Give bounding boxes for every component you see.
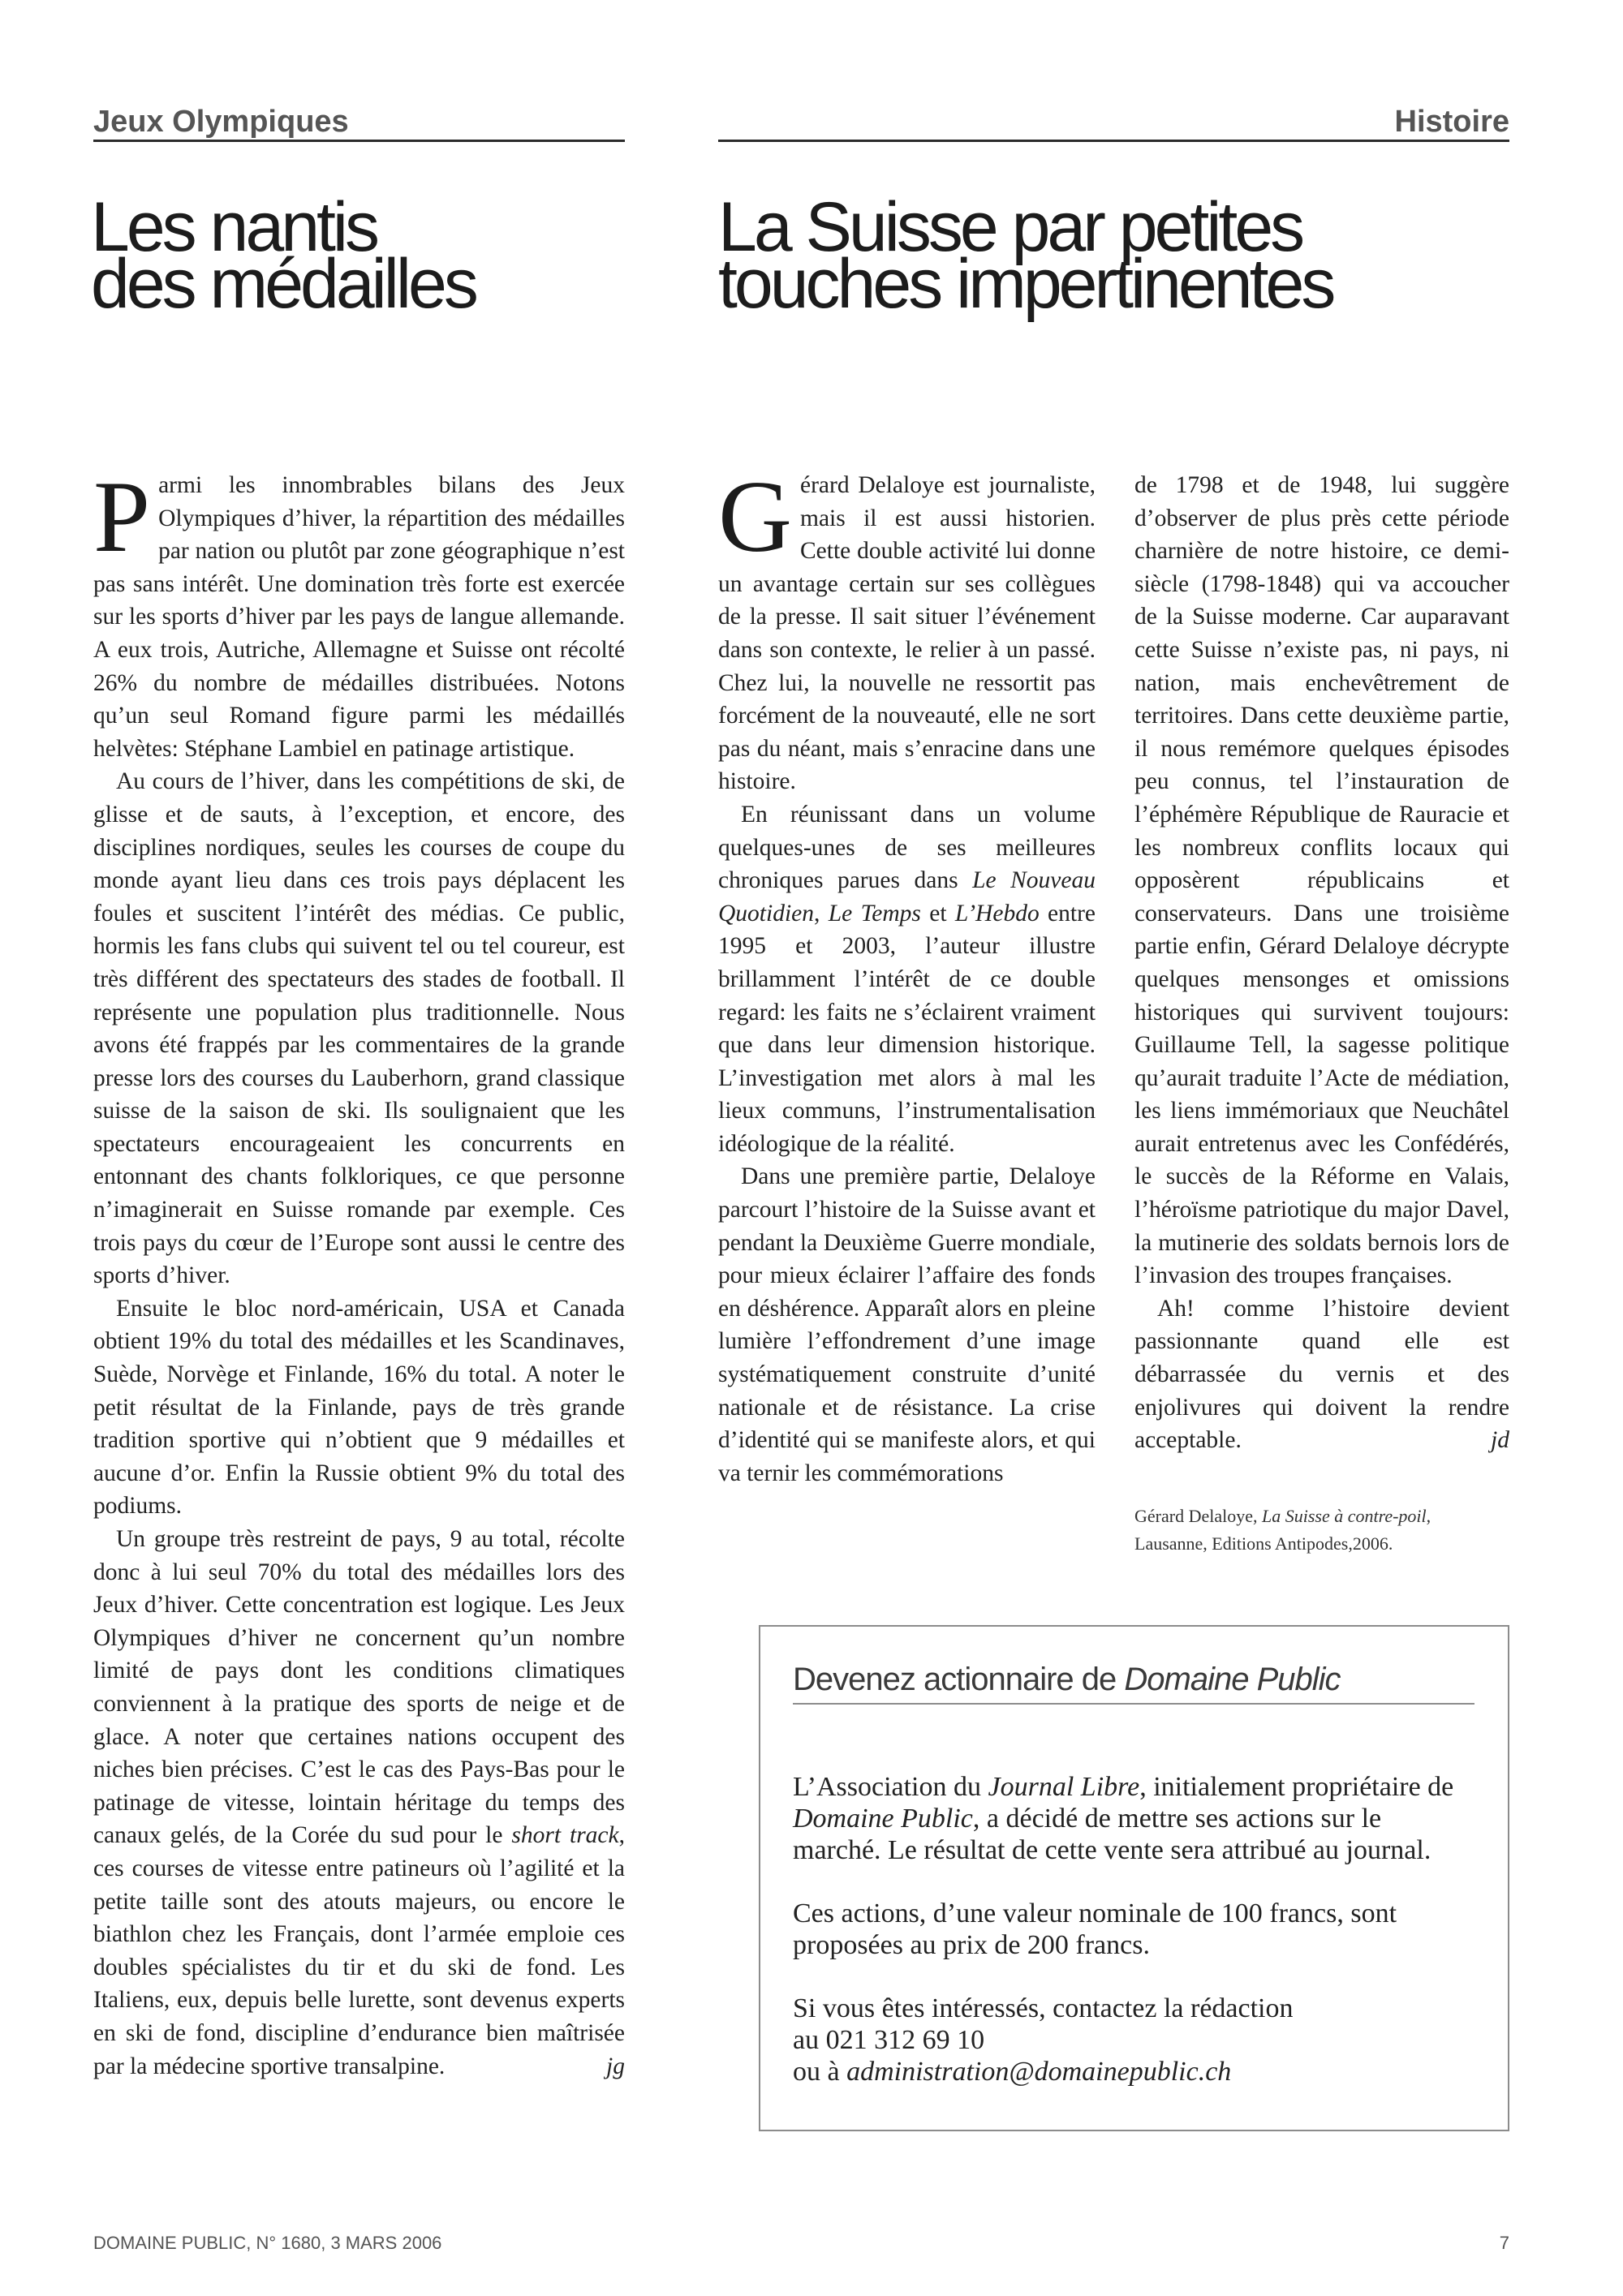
paragraph-text: ,	[814, 900, 829, 927]
promo-contact-line: Si vous êtes intéressés, contactez la rédaction	[793, 1993, 1294, 2023]
paragraph-text: et	[920, 900, 955, 927]
promo-text: , initialement propriétaire de	[1139, 1772, 1454, 1802]
paragraph-text: armi les innombrables bilans des Jeux Olympiques d’hiver, la répartition des médailles par nation ou plutôt par zone géographique n’est pas sans intérêt. Une domination très forte est exercée sur les sports d’hiver par les pays de langue allemande. A eux trois, Autriche, Allemagne et Suisse ont récolté 26% du nombre de médailles distribuées. Notons qu’un seul Romand figure parmi les médaillés helvètes: Stéphane Lambiel en patinage artistique.	[93, 472, 625, 762]
promo-emphasis: Journal Libre	[988, 1772, 1140, 1802]
headline-line-2: des médailles	[91, 245, 476, 323]
book-title: La Suisse à contre-poil	[1261, 1506, 1427, 1526]
drop-cap: G	[718, 461, 792, 574]
promo-text: L’Association du	[793, 1772, 988, 1802]
promo-email-link[interactable]: administration@domainepublic.ch	[846, 2057, 1232, 2087]
paragraph-text: érard Delaloye est journaliste, mais il est aussi historien. Cette double activité lui donne un avantage certain sur ses collègues de la presse. Il sait situer l’événement dans son contexte, le relier à un passé. Chez lui, la nouvelle ne ressortit pas forcément de la nouveauté, elle ne sort pas du néant, mais s’enracine dans une histoire.	[718, 472, 1096, 795]
promo-phone: au 021 312 69 10	[793, 2025, 985, 2055]
article-paragraph	[93, 1523, 625, 2083]
article-suisse-body-col1	[718, 461, 1096, 1490]
emphasis-text: short track	[511, 1822, 619, 1849]
article-paragraph: Au cours de l’hiver, dans les compétitions de ski, de glisse et de sauts, à l’exception, et encore, des disciplines nordiques, seules les courses de coupe du monde ayant lieu dans ces trois pays déplacent les foules et suscitent l’intérêt des médias. Ce public, hormis les fans clubs qui suivent tel ou tel coureur, est très différent des spectateurs des stades de football. Il représente une population plus traditionnelle. Nous avons été frappés par les commentaires de la grande presse lors des courses du Lauberhorn, grand classique suisse de la saison de ski. Ils soulignaient que les spectateurs encourageaient les concurrents en entonnant des chants folkloriques, ce que personne n’imaginerait en Suisse romande par exemple. Ces trois pays du cœur de l’Europe sont aussi le centre des sports d’hiver.	[93, 768, 625, 1289]
page-footer	[93, 2233, 1509, 2254]
publication-title: Le Nouveau Quotidien	[718, 867, 1096, 927]
promo-title-text: Devenez actionnaire de	[793, 1662, 1125, 1697]
section-rubric-jeux-olympiques: Jeux Olympiques	[93, 104, 625, 142]
author-signature: jg	[606, 2053, 625, 2079]
section-rubric-histoire: Histoire	[718, 104, 1509, 142]
paragraph-text: En réunissant dans un volume quelques-unes de ses meilleures chroniques parues dans	[718, 801, 1096, 894]
shareholder-promo-box	[759, 1625, 1509, 2131]
headline-line-1: Les nantis	[91, 188, 377, 266]
promo-emphasis: Domaine Public	[793, 1804, 973, 1834]
paragraph-text: , ces courses de vitesse entre patineurs où l’agilité et la petite taille sont des atouts majeurs, ou encore le biathlon chez les Français, dont l’armée emploie ces doubles spécialistes du tir et du ski de fond. Les Italiens, eux, depuis belle lurette, sont devenus experts en ski de fond, discipline d’endurance bien maîtrisée par la médecine sportive transalpine.	[93, 1822, 625, 2079]
book-author: Gérard Delaloye,	[1134, 1506, 1262, 1526]
publication-title: Le Temps	[828, 900, 921, 927]
paragraph-text: Ah! comme l’histoire devient passionnante quand elle est débarrassée du vernis et des enjolivures qui doivent la rendre acceptable.	[1134, 1295, 1509, 1454]
publication-title: L’Hebdo	[954, 900, 1040, 927]
page-number: 7	[1499, 2233, 1509, 2253]
promo-paragraph: Ces actions, d’une valeur nominale de 100 francs, sont proposées au prix de 200 francs.	[793, 1898, 1397, 1960]
issue-info: DOMAINE PUBLIC, N° 1680, 3 MARS 2006	[93, 2233, 442, 2253]
drop-cap: P	[93, 461, 151, 574]
promo-contact	[793, 1993, 1474, 2087]
promo-paragraph	[793, 1771, 1474, 1866]
promo-contact-line: ou à	[793, 2057, 847, 2087]
promo-title-emphasis: Domaine Public	[1124, 1662, 1341, 1697]
author-signature: jd	[1491, 1427, 1509, 1454]
article-headline-medailles	[91, 188, 626, 323]
headline-line-2: touches impertinentes	[718, 245, 1333, 323]
book-reference	[1134, 1503, 1508, 1558]
article-headline-suisse	[718, 188, 1513, 323]
article-paragraph	[718, 461, 1096, 798]
article-paragraph	[718, 798, 1096, 1161]
article-paragraph	[1134, 1292, 1509, 1457]
article-suisse-body-col2	[1134, 469, 1509, 1457]
paragraph-text: entre 1995 et 2003, l’auteur illustre brillamment l’intérêt de ce double regard: les faits ne s’éclairent vraiment que dans leur dimension historique. L’investigation met alors à mal les lieux communs, l’instrumentalisation idéologique de la réalité.	[718, 900, 1096, 1157]
headline-line-1: La Suisse par petites	[718, 188, 1302, 266]
promo-body	[793, 1771, 1474, 2119]
article-paragraph: Ensuite le bloc nord-américain, USA et Canada obtient 19% du total des médailles et les Scandinaves, Suède, Norvège et Finlande, 16% du total. A noter le petit résultat de la Finlande, pays de très grande tradition sportive qui n’obtient que 9 médailles et aucune d’or. Enfin la Russie obtient 9% du total des podiums.	[93, 1295, 625, 1520]
article-paragraph-continued: de 1798 et de 1948, lui suggère d’observer de plus près cette période charnière de notre histoire, ce demi-siècle (1798-1848) qui va accoucher de la Suisse moderne. Car auparavant cette Suisse n’existe pas, ni pays, ni nation, mais enchevêtrement de territoires. Dans cette deuxième partie, il nous remémore quelques épisodes peu connus, tel l’instauration de l’éphémère République de Rauracie et les nombreux conflits locaux qui opposèrent républicains et conservateurs. Dans une troisième partie enfin, Gérard Delaloye décrypte quelques mensonges et omissions historiques qui survivent toujours: Guillaume Tell, la sagesse politique qu’aurait traduite l’Acte de médiation, les liens immémoriaux que Neuchâtel aurait entretenus avec les Confédérés, le succès de la Réforme en Valais, l’héroïsme patriotique du major Davel, la mutinerie des soldats bernois lors de l’invasion des troupes françaises.	[1134, 472, 1509, 1289]
article-paragraph	[93, 461, 625, 765]
article-medailles-body	[93, 461, 625, 2083]
article-paragraph: Dans une première partie, Delaloye parcourt l’histoire de la Suisse avant et pendant la Deuxième Guerre mondiale, pour mieux éclairer l’affaire des fonds en déshérence. Apparaît alors en pleine lumière l’effondrement d’une image systématiquement construite d’unité nationale et de résistance. La crise d’identité qui se manifeste alors, et qui va ternir les commémorations	[718, 1163, 1096, 1486]
promo-title	[793, 1662, 1474, 1705]
book-publisher: , Lausanne, Editions Antipodes,2006.	[1134, 1506, 1431, 1554]
paragraph-text: Un groupe très restreint de pays, 9 au total, récolte donc à lui seul 70% du total des médailles lors des Jeux d’hiver. Cette concentration est logique. Les Jeux Olympiques d’hiver ne concernent qu’un nombre limité de pays dont les conditions climatiques conviennent à la pratique des sports de neige et de glace. A noter que certaines nations occupent des niches bien précises. C’est le cas des Pays-Bas pour le patinage de vitesse, lointain héritage du temps des canaux gelés, de la Corée du sud pour le	[93, 1526, 625, 1849]
promo-text: , a décidé de mettre ses actions sur le marché. Le résultat de cette vente sera attribué au journal.	[793, 1804, 1431, 1865]
